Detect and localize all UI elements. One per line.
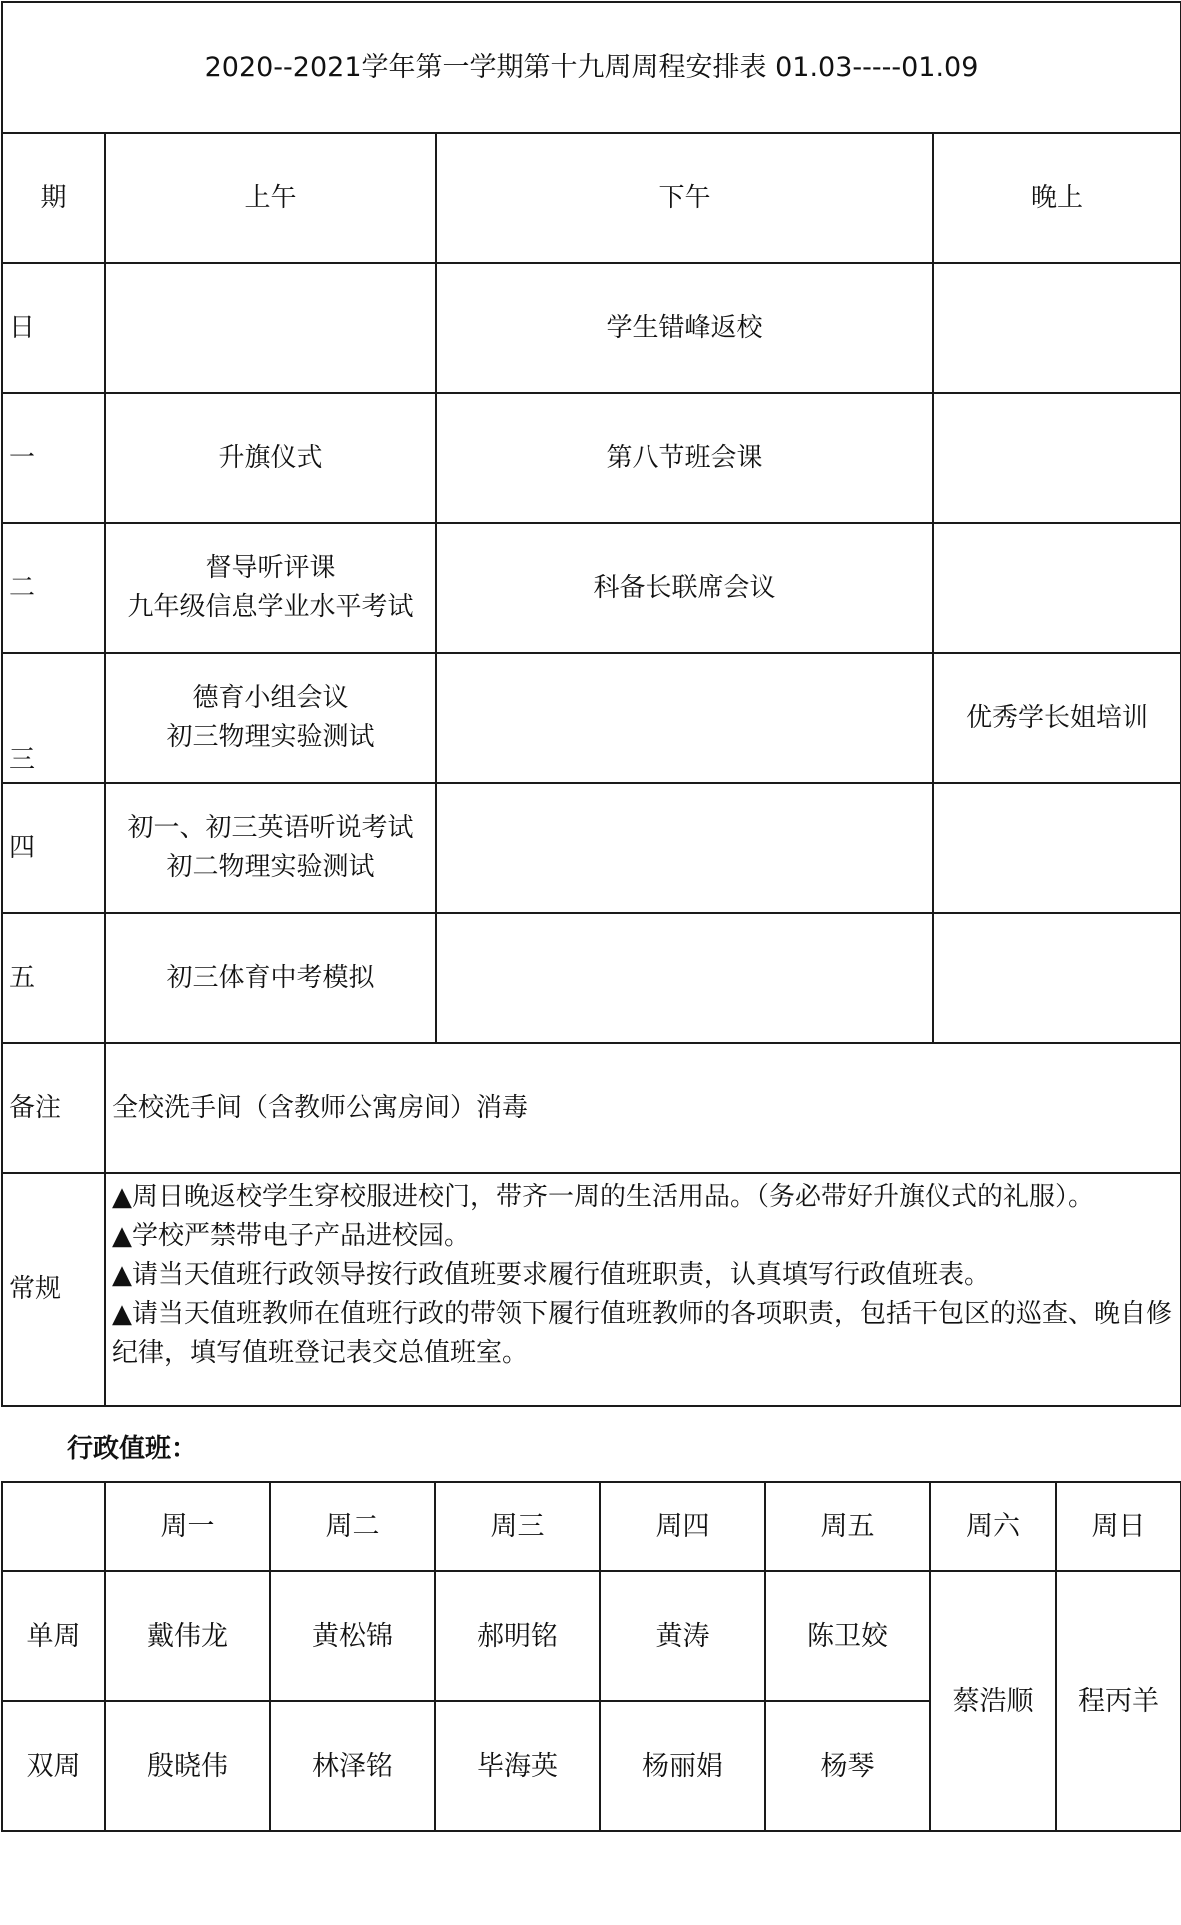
duty-name: 郝明铭	[435, 1571, 600, 1701]
sunday-duty-name: 程丙羊	[1056, 1571, 1181, 1831]
day-label: 二	[2, 523, 105, 653]
remarks-text: 全校洗手间（含教师公寓房间）消毒	[105, 1043, 1181, 1173]
evening-cell	[933, 653, 1181, 783]
header-afternoon: 下午	[436, 133, 933, 263]
duty-table	[1, 1481, 1181, 1832]
morning-cell	[105, 523, 436, 653]
remarks-row	[2, 1043, 1181, 1173]
event: 初一、初三英语听说考试	[127, 813, 414, 843]
duty-day-header: 周五	[765, 1482, 930, 1571]
duty-corner	[2, 1482, 105, 1571]
duty-day-header: 周一	[105, 1482, 270, 1571]
day-label: 一	[2, 393, 105, 523]
duty-name: 殷晓伟	[105, 1701, 270, 1831]
routine-line: ▲周日晚返校学生穿校服进校门，带齐一周的生活用品。（务必带好升旗仪式的礼服）。	[112, 1182, 1094, 1212]
day-row	[2, 263, 1181, 393]
event: 科备长联席会议	[593, 572, 776, 603]
afternoon-cell	[436, 263, 933, 393]
duty-day-header: 周二	[270, 1482, 435, 1571]
routine-line: ▲请当天值班教师在值班行政的带领下履行值班教师的各项职责，包括干包区的巡查、晚自修纪律，填写值班登记表交总值班室。	[112, 1299, 1172, 1368]
event: 学生错峰返校	[606, 312, 763, 343]
afternoon-cell	[436, 783, 933, 913]
header-morning: 上午	[105, 133, 436, 263]
event: 九年级信息学业水平考试	[127, 592, 414, 622]
routine-row	[2, 1173, 1181, 1406]
morning-cell	[105, 263, 436, 393]
schedule-table	[1, 1, 1181, 1407]
duty-day-header: 周六	[930, 1482, 1056, 1571]
event: 初三体育中考模拟	[166, 962, 375, 993]
event: 初三物理实验测试	[166, 722, 375, 752]
routine-text	[105, 1173, 1181, 1406]
header-period: 期	[2, 133, 105, 263]
duty-day-header: 周四	[600, 1482, 765, 1571]
morning-cell	[105, 653, 436, 783]
duty-day-header: 周日	[1056, 1482, 1181, 1571]
double-week-label: 双周	[2, 1701, 105, 1831]
evening-cell	[933, 263, 1181, 393]
afternoon-cell	[436, 653, 933, 783]
evening-cell	[933, 523, 1181, 653]
morning-cell	[105, 913, 436, 1043]
duty-name: 戴伟龙	[105, 1571, 270, 1701]
day-label: 日	[2, 263, 105, 393]
header-evening: 晚上	[933, 133, 1181, 263]
duty-name: 林泽铭	[270, 1701, 435, 1831]
afternoon-cell	[436, 913, 933, 1043]
day-row	[2, 913, 1181, 1043]
evening-cell	[933, 913, 1181, 1043]
duty-day-header: 周三	[435, 1482, 600, 1571]
day-row	[2, 653, 1181, 783]
afternoon-cell	[436, 393, 933, 523]
evening-cell	[933, 783, 1181, 913]
routine-label: 常规	[2, 1173, 105, 1406]
remarks-label: 备注	[2, 1043, 105, 1173]
duty-name: 陈卫姣	[765, 1571, 930, 1701]
event: 升旗仪式	[218, 442, 323, 473]
schedule-title: 2020--2021学年第一学期第十九周周程安排表 01.03-----01.09	[2, 2, 1181, 133]
routine-line: ▲学校严禁带电子产品进校园。	[112, 1221, 470, 1251]
saturday-duty-name: 蔡浩顺	[930, 1571, 1056, 1831]
duty-name: 杨丽娟	[600, 1701, 765, 1831]
evening-cell	[933, 393, 1181, 523]
event: 督导听评课	[205, 553, 336, 583]
afternoon-cell	[436, 523, 933, 653]
duty-heading: 行政值班：	[67, 1434, 198, 1464]
day-label: 五	[2, 913, 105, 1043]
day-label: 三	[2, 653, 105, 783]
duty-name: 杨琴	[765, 1701, 930, 1831]
duty-name: 毕海英	[435, 1701, 600, 1831]
morning-cell	[105, 393, 436, 523]
single-week-label: 单周	[2, 1571, 105, 1701]
day-row	[2, 393, 1181, 523]
event: 优秀学长姐培训	[965, 702, 1148, 733]
event: 初二物理实验测试	[166, 852, 375, 882]
day-row	[2, 783, 1181, 913]
day-row	[2, 523, 1181, 653]
duty-name: 黄松锦	[270, 1571, 435, 1701]
event: 德育小组会议	[192, 683, 349, 713]
routine-line: ▲请当天值班行政领导按行政值班要求履行值班职责，认真填写行政值班表。	[112, 1260, 990, 1290]
morning-cell	[105, 783, 436, 913]
event: 第八节班会课	[606, 442, 763, 473]
day-label: 四	[2, 783, 105, 913]
duty-name: 黄涛	[600, 1571, 765, 1701]
